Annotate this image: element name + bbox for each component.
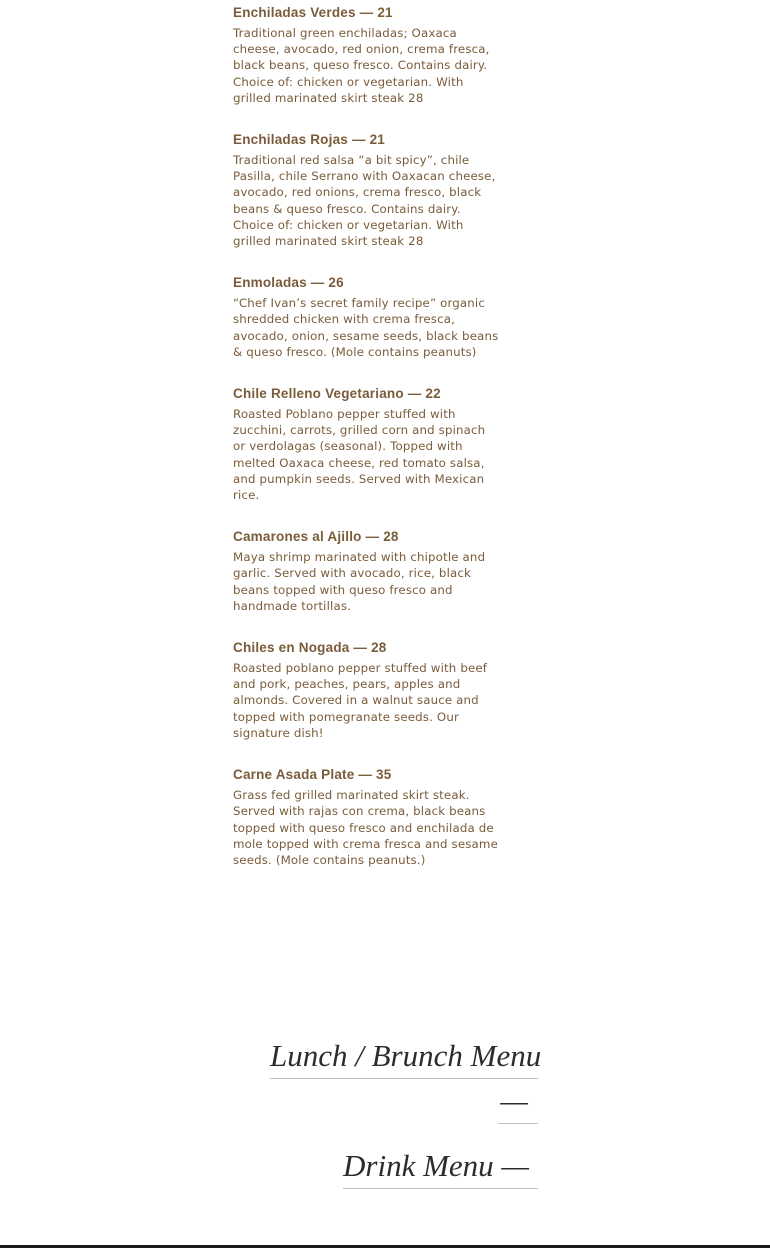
menu-item-description: Roasted Poblano pepper stuffed with zucchini, carrots, grilled corn and spinach or verdolagas (seasonal). Topped with melted Oaxaca cheese, red tomato salsa, and pumpkin seeds. Served with Mexican rice. [233, 407, 486, 503]
menu-item-description: Maya shrimp marinated with chipotle and garlic. Served with avocado, rice, black beans topped with queso fresco and handmade tortillas. [233, 550, 486, 613]
menu-item [233, 765, 501, 868]
menu-item-title: Camarones al Ajillo — 28 [233, 529, 399, 545]
menu-item-title: Chile Relleno Vegetariano — 22 [233, 386, 441, 402]
menu-item-description: “Chef Ivan’s secret family recipe” organic shredded chicken with crema fresca, avocado, onion, sesame seeds, black beans & queso fresco. (Mole contains peanuts) [233, 296, 499, 359]
menu-item-title: Chiles en Nogada — 28 [233, 640, 387, 656]
menu-item-title: Enchiladas Rojas — 21 [233, 132, 386, 148]
menu-divider-link[interactable]: — [498, 1086, 538, 1124]
menu-item-title: Enmoladas — 26 [233, 275, 344, 291]
menu-item [233, 638, 501, 741]
menu-item-title: Carne Asada Plate — 35 [233, 767, 392, 783]
menu-item-description: Grass fed grilled marinated skirt steak. Served with rajas con crema, black beans topped with queso fresco and enchilada de mole topped with crema fresca and sesame seeds. (Mole contains peanuts.) [233, 788, 498, 867]
menu-item-description: Traditional red salsa “a bit spicy”, chile Pasilla, chile Serrano with Oaxacan cheese, avocado, red onions, crema fresco, black beans & queso fresco. Contains dairy. Choice of: chicken or vegetarian. With grilled marinated skirt steak 28 [233, 153, 496, 249]
menu-item [233, 527, 501, 614]
menu-item [233, 3, 501, 106]
lunch-brunch-menu-link[interactable]: Lunch / Brunch Menu [270, 1036, 538, 1079]
menu-item [233, 384, 501, 503]
menu-item [233, 130, 501, 249]
drink-menu-link[interactable]: Drink Menu — [343, 1147, 538, 1189]
menu-item-list [233, 3, 501, 892]
menu-item-title: Enchiladas Verdes — 21 [233, 5, 393, 20]
menu-item-description: Roasted poblano pepper stuffed with beef and pork, peaches, pears, apples and almonds. Covered in a walnut sauce and topped with pomegranate seeds. Our signature dish! [233, 661, 488, 740]
menu-item [233, 273, 501, 360]
menu-item-description: Traditional green enchiladas; Oaxaca cheese, avocado, red onion, crema fresca, black beans, queso fresco. Contains dairy. Choice of: chicken or vegetarian. With grilled marinated skirt steak 28 [233, 26, 490, 105]
